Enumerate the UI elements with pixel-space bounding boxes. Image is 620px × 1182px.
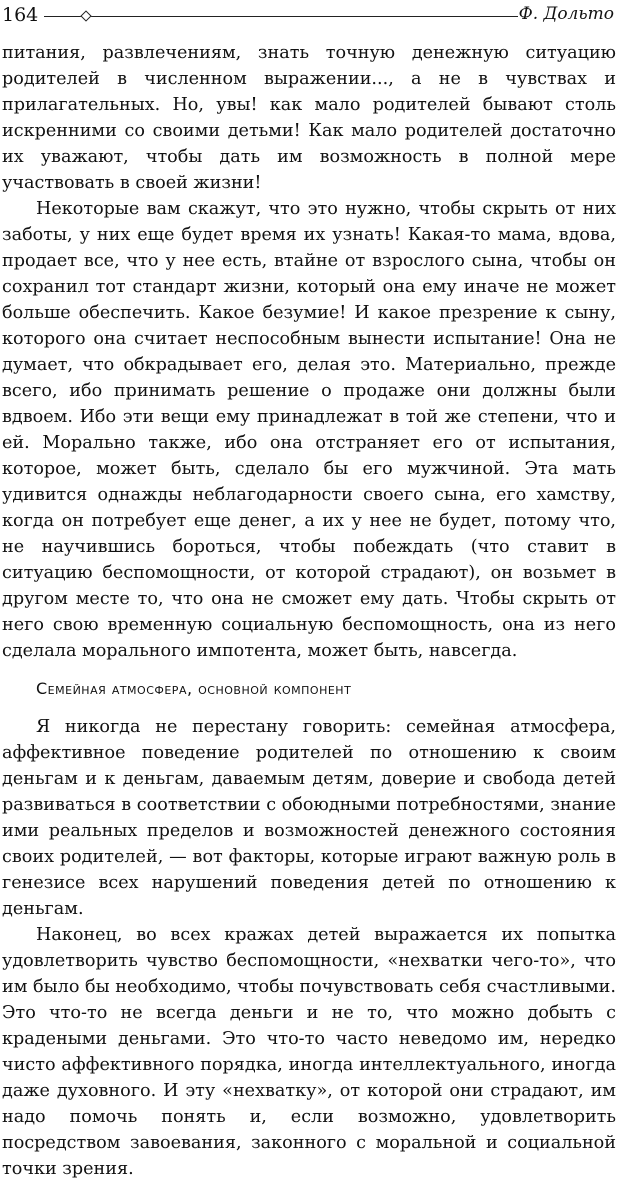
page-number: 164 [2, 4, 39, 26]
paragraph: Я никогда не перестану говорить: семейная атмосфера, аффективное поведение родителей по отношению к своим деньгам и к деньгам, даваемым детям, доверие и свобода детей развиваться в соответствии с обоюдными потребностями, знание ими реальных пределов и возможностей денежного состояния своих родителей, — вот факторы, которые играют важную роль в генезисе всех нарушений поведения детей по отношению к деньгам. [2, 717, 616, 919]
page-header [0, 0, 620, 34]
header-rule [44, 16, 518, 17]
body-text [2, 40, 616, 1182]
paragraph-continued: питания, развлечениям, знать точную денежную ситуацию родителей в численном выражении..., а не в чувствах и прилагательных. Но, увы! как мало родителей бывают столь искренними со своими детьми! Как мало родителей достаточно их уважают, чтобы дать им возможность в полной мере участвовать в своей жизни! [2, 43, 616, 193]
paragraph: Некоторые вам скажут, что это нужно, чтобы скрыть от них заботы, у них еще будет время их узнать! Какая-то мама, вдова, продает все, что у нее есть, втайне от взрослого сына, чтобы он сохранил тот стандарт жизни, который она ему иначе не может больше обеспечить. Какое безумие! И какое презрение к сыну, которого она считает неспособным вынести испытание! Она не думает, что обкрадывает его, делая это. Материально, прежде всего, ибо принимать решение о продаже они должны были вдвоем. Ибо эти вещи ему принадлежат в той же степени, что и ей. Морально также, ибо она отстраняет его от испытания, которое, может быть, сделало бы его мужчиной. Эта мать удивится однажды неблагодарности своего сына, его хамству, когда он потребует еще денег, а их у нее не будет, потому что, не научившись бороться, чтобы побеждать (что ставит в ситуацию беспомощности, от которой страдают), он возьмет в другом месте то, что она не сможет ему дать. Чтобы скрыть от него свою временную социальную беспомощность, она из него сделала морального импотента, может быть, навсегда. [2, 199, 616, 661]
paragraph: Наконец, во всех кражах детей выражается их попытка удовлетворить чувство беспомощности, «нехватки чего-то», что им было бы необходимо, чтобы почувствовать себя счастливыми. Это что-то не всегда деньги и не то, что можно добыть с крадеными деньгами. Это что-то часто неведомо им, нередко чисто аффективного порядка, иногда интеллектуального, иногда даже духовного. И эту «нехватку», от которой они страдают, им надо помочь понять и, если возможно, удовлетворить посредством завоевания, законного с моральной и социальной точки зрения. [2, 925, 616, 1179]
running-head-author: Ф. Дольто [518, 4, 614, 24]
header-ornament-icon [80, 10, 91, 21]
section-heading: Семейная атмосфера, основной компонент [36, 679, 352, 698]
